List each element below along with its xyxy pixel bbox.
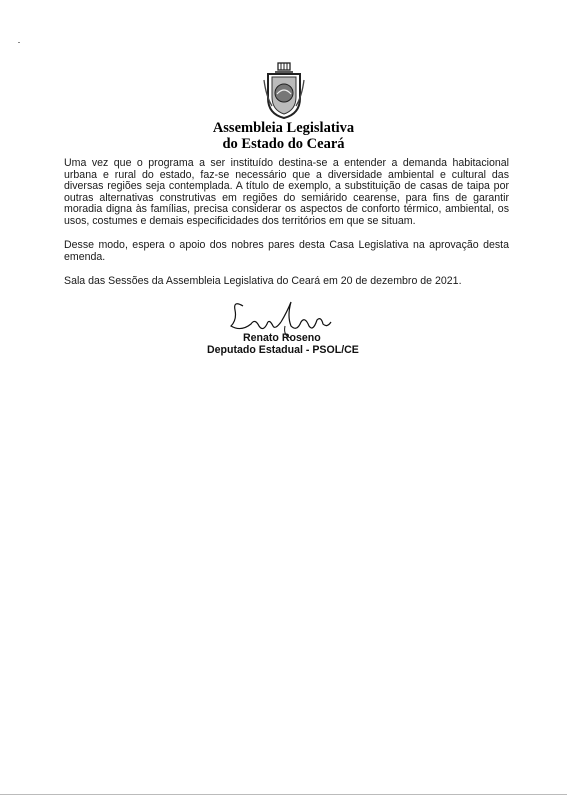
body-paragraph: Uma vez que o programa a ser instituído destina-se a entender a demanda habitacional urbana e rural do estado, faz-se necessário que a diversidade ambiental e cultural das diversas regiões seja contemplada. A título de exemplo, a substituição de casas de taipa por outras alternativas construtivas em regiões do semiárido cearense, para fins de garantir moradia digna às famílias, precisa considerar os aspectos de conforto térmico, ambiental, os usos, costumes e demais especificidades dos territórios em que se situam. [64,157,509,227]
scan-speck [18,42,20,43]
coat-of-arms-icon [262,62,306,120]
institution-state: do Estado do Ceará [222,136,345,152]
body-paragraph: Desse modo, espera o apoio dos nobres pares desta Casa Legislativa na aprovação desta emenda. [64,239,509,263]
session-date-paragraph: Sala das Sessões da Assembleia Legislativa do Ceará em 20 de dezembro de 2021. [64,275,462,287]
scan-edge-line [0,794,567,795]
signer-role: Deputado Estadual - PSOL/CE [207,344,359,356]
institution-name: Assembleia Legislativa [212,120,355,136]
signer-name: Renato Roseno [243,332,321,344]
